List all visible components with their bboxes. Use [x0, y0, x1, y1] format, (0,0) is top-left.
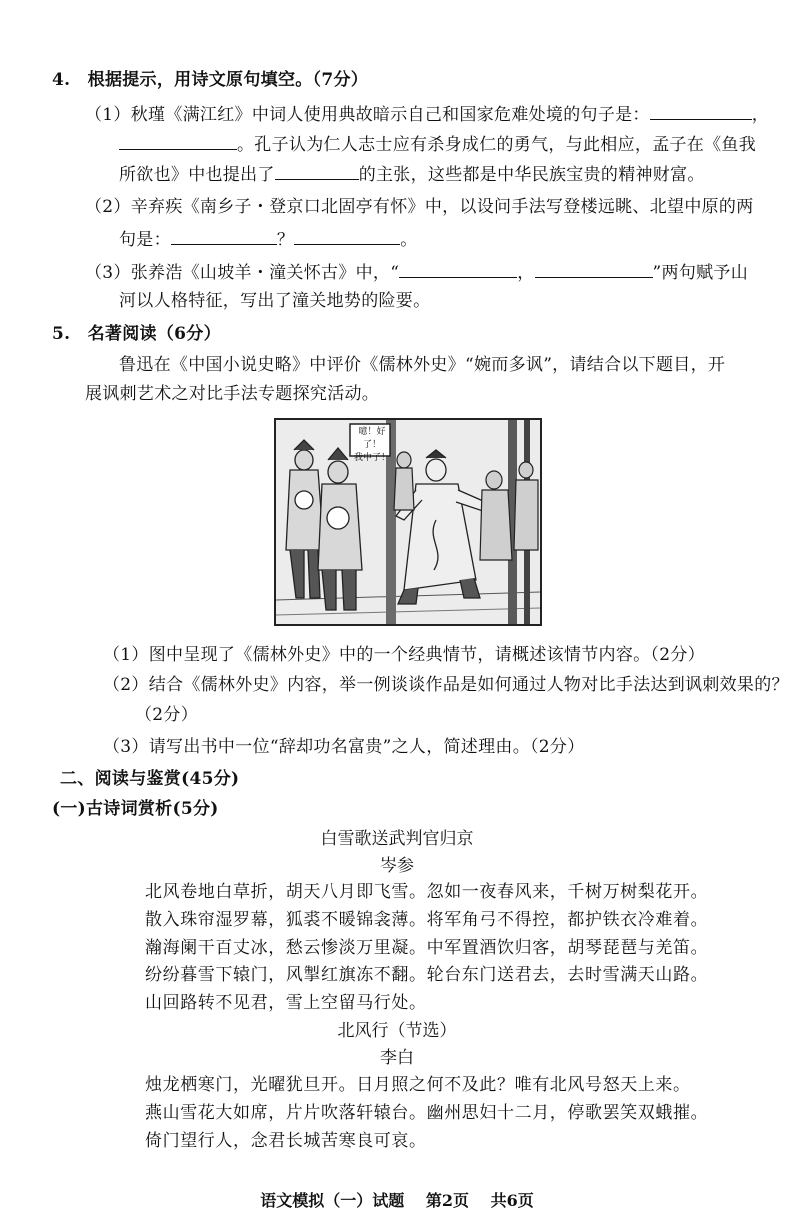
illustration-drawing — [276, 420, 540, 624]
q4-part2-text: 句是： — [119, 230, 171, 250]
poem1-author: 岑参 — [380, 856, 414, 876]
q4-part2-period: 。 — [400, 230, 418, 250]
q4-part1-text3a: 所欲也》中也提出了 — [119, 165, 275, 185]
poem2-line: 烛龙栖寒门，光曜犹旦开。日月照之何不及此？唯有北风号怒天上来。 — [145, 1075, 691, 1095]
poem1-line: 山回路转不见君，雪上空留马行处。 — [145, 993, 427, 1013]
answer-blank[interactable] — [535, 259, 653, 278]
section2-sub1: (一)古诗词赏析(5分) — [52, 799, 219, 819]
q5-intro-line2: 展讽刺艺术之对比手法专题探究活动。 — [85, 384, 380, 404]
q4-part1-line2 — [119, 131, 756, 157]
q5-sub1: （1）图中呈现了《儒林外史》中的一个经典情节，请概述该情节内容。（2分） — [103, 645, 705, 665]
q4-header: 4. 根据提示，用诗文原句填空。（7分） — [52, 70, 369, 90]
q4-part1-text: （1）秋瑾《满江红》中词人使用典故暗示自己和国家危难处境的句子是： — [85, 105, 650, 125]
q5-intro-line1: 鲁迅在《中国小说史略》中评价《儒林外史》“婉而多讽”，请结合以下题目，开 — [119, 355, 726, 375]
q4-part3-comma: ， — [517, 263, 535, 283]
q5-sub2-score: （2分） — [135, 705, 199, 725]
q4-part3-text2: ”两句赋予山 — [652, 263, 749, 283]
q4-part1-line3 — [119, 161, 705, 187]
footer-total-pages: 共6页 — [490, 1191, 534, 1210]
q4-part1-text3b: 的主张，这些都是中华民族宝贵的精神财富。 — [358, 165, 705, 185]
poem1-line: 北风卷地白草折，胡天八月即飞雪。忽如一夜春风来，千树万树梨花开。 — [145, 882, 709, 902]
answer-blank[interactable] — [399, 259, 517, 278]
q4-part3-line1 — [85, 259, 748, 285]
footer-exam-title: 语文模拟（一）试题 — [260, 1191, 405, 1210]
poem1-line: 纷纷暮雪下辕门，风掣红旗冻不翻。轮台东门送君去，去时雪满天山路。 — [145, 965, 709, 985]
q4-part2-question-mark: ？ — [276, 230, 295, 250]
poem2-title: 北风行（节选） — [337, 1021, 457, 1041]
poem1-title: 白雪歌送武判官归京 — [320, 829, 474, 849]
q4-part3-text: （3）张养浩《山坡羊・潼关怀古》中，“ — [85, 263, 400, 283]
answer-blank[interactable] — [275, 161, 359, 180]
q5-header: 5. 名著阅读（6分） — [52, 324, 221, 344]
q5-sub3: （3）请写出书中一位“辞却功名富贵”之人，简述理由。（2分） — [103, 737, 585, 757]
sign-text — [354, 426, 390, 465]
rulin-waishi-illustration — [274, 418, 542, 626]
section2-title: 二、阅读与鉴赏(45分) — [60, 769, 240, 789]
q4-part1-text2: 。孔子认为仁人志士应有杀身成仁的勇气，与此相应，孟子在《鱼我 — [237, 135, 756, 155]
answer-blank[interactable] — [171, 226, 277, 245]
answer-blank[interactable] — [650, 101, 752, 120]
poem2-author: 李白 — [380, 1048, 414, 1068]
poem2-line: 倚门望行人，念君长城苦寒良可哀。 — [145, 1131, 427, 1151]
footer-page-number: 第2页 — [425, 1191, 469, 1210]
q4-part3-line2: 河以人格特征，写出了潼关地势的险要。 — [119, 291, 431, 311]
page-footer — [0, 1188, 794, 1211]
sign-line1: 噫！好了！ — [358, 427, 386, 450]
q4-part1-line1 — [85, 101, 769, 127]
poem2-line: 燕山雪花大如席，片片吹落轩辕台。幽州思妇十二月，停歌罢笑双蛾摧。 — [145, 1103, 709, 1123]
poem1-line: 瀚海阑干百丈冰，愁云惨淡万里凝。中军置酒饮归客，胡琴琵琶与羌笛。 — [145, 938, 709, 958]
q4-part2-line2 — [119, 226, 418, 252]
answer-blank[interactable] — [294, 226, 400, 245]
answer-blank[interactable] — [119, 131, 237, 150]
poem1-line: 散入珠帘湿罗幕，狐裘不暖锦衾薄。将军角弓不得控，都护铁衣冷难着。 — [145, 910, 709, 930]
sign-line2: 我中了！ — [354, 453, 391, 463]
q4-part1-comma: ， — [751, 105, 770, 125]
q5-sub2: （2）结合《儒林外史》内容，举一例谈谈作品是如何通过人物对比手法达到讽刺效果的？ — [103, 675, 789, 695]
q4-part2-line1: （2）辛弃疾《南乡子・登京口北固亭有怀》中，以设问手法写登楼远眺、北望中原的两 — [85, 197, 754, 217]
